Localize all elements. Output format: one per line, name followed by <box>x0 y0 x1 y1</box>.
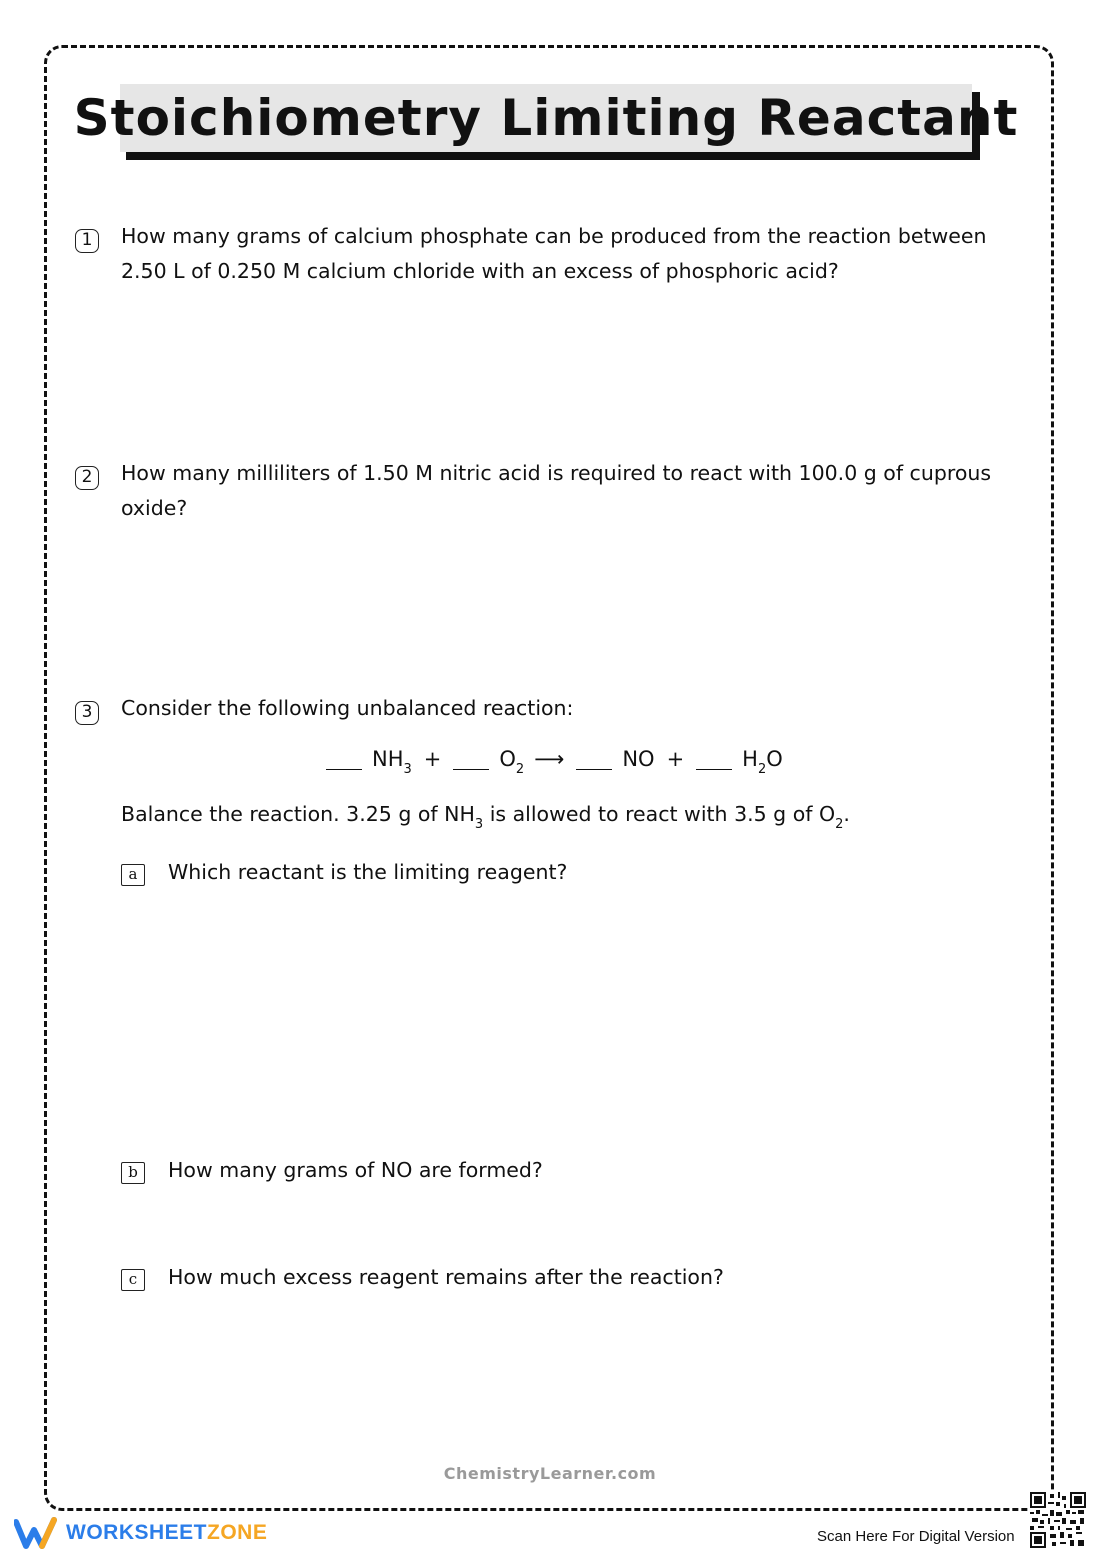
question-3-text: Consider the following unbalanced reaction: <box>121 696 574 720</box>
coefficient-blank[interactable] <box>326 769 362 770</box>
subquestion-letter-a: a <box>121 864 145 886</box>
plus-sign: + <box>423 747 442 771</box>
subquestion-a-text: Which reactant is the limiting reagent? <box>168 860 568 884</box>
reactant-nh3: $NH_3$ <box>372 747 412 777</box>
chemical-equation <box>326 742 783 787</box>
qr-code-icon[interactable] <box>1030 1492 1086 1548</box>
question-number-1: 1 <box>75 229 99 253</box>
question-number-3: 3 <box>75 701 99 725</box>
scan-instruction: Scan Here For Digital Version <box>817 1528 1015 1545</box>
question-2-text: How many milliliters of 1.50 M nitric acid is required to react with 100.0 g of cuprous oxide? <box>121 461 992 520</box>
reactant-o2: $O_2$ <box>499 747 525 777</box>
product-h2o: $H_2O$ <box>742 747 783 777</box>
balance-instruction: Balance the reaction. 3.25 g of $NH_3$ is allowed to react with 3.5 g of $O_2$. <box>121 802 850 832</box>
coefficient-blank[interactable] <box>696 769 732 770</box>
page-title: Stoichiometry Limiting Reactant <box>73 89 1019 147</box>
subquestion-letter-c: c <box>121 1269 145 1291</box>
worksheetzone-w-icon <box>14 1516 60 1550</box>
subquestion-c-text: How much excess reagent remains after the reaction? <box>168 1265 724 1289</box>
worksheetzone-logo[interactable] <box>14 1516 267 1550</box>
brand-name: WORKSHEETZONE <box>66 1521 268 1544</box>
coefficient-blank[interactable] <box>453 769 489 770</box>
product-no: NO <box>622 747 655 771</box>
footer-site-name: ChemistryLearner.com <box>443 1464 657 1483</box>
subquestion-letter-b: b <box>121 1162 145 1184</box>
title-box <box>73 84 1019 152</box>
question-number-2: 2 <box>75 466 99 490</box>
coefficient-blank[interactable] <box>576 769 612 770</box>
title-banner <box>73 84 1019 160</box>
subquestion-b-text: How many grams of NO are formed? <box>168 1158 543 1182</box>
plus-sign: + <box>666 747 685 771</box>
question-1-text: How many grams of calcium phosphate can be produced from the reaction between 2.50 L of 0.250 M calcium chloride with an excess of phosphoric acid? <box>121 224 987 283</box>
reaction-arrow-icon: ⟶ <box>534 747 565 771</box>
